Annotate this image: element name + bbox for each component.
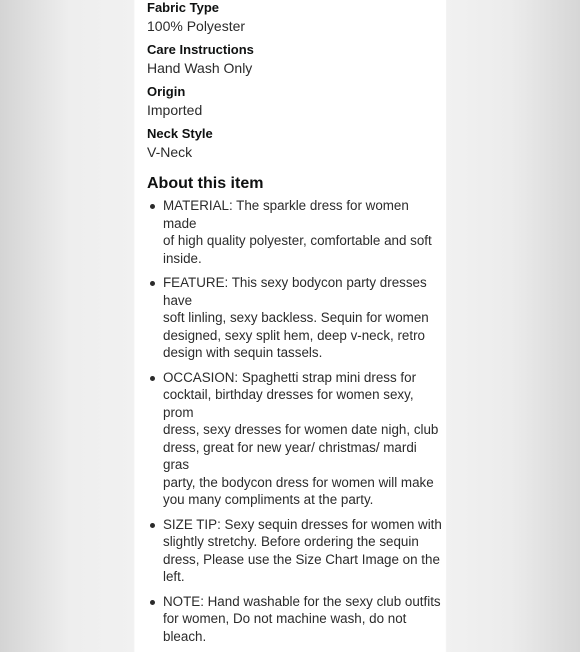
attribute-label: Neck Style	[147, 126, 213, 141]
bullet-size-tip	[147, 516, 445, 586]
bullet-feature	[147, 274, 445, 362]
bullet-note	[147, 593, 445, 646]
attribute-label: Fabric Type	[147, 0, 220, 15]
attribute-value: V-Neck	[147, 144, 193, 160]
bullet-dot-icon	[150, 376, 155, 381]
attribute-label: Origin	[147, 84, 186, 99]
about-heading: About this item	[147, 175, 264, 192]
bullet-dot-icon	[150, 523, 155, 528]
attribute-value: Hand Wash Only	[147, 60, 253, 76]
bullet-text: MATERIAL: The sparkle dress for women made of high quality polyester, comfortable and soft inside.	[163, 198, 432, 266]
bullet-text: OCCASION: Spaghetti strap mini dress for cocktail, birthday dresses for women sexy, prom dress, sexy dresses for women date nigh, club dress, great for new year/ christmas/ mardi gras party, the bodycon dress for women will make you many compliments at the party.	[163, 369, 439, 507]
attribute-care-instructions	[147, 42, 254, 77]
bullet-dot-icon	[150, 281, 155, 286]
attribute-neck-style	[147, 126, 213, 161]
attribute-label: Care Instructions	[147, 42, 254, 57]
product-details-panel	[135, 0, 446, 644]
bullet-occasion	[147, 369, 445, 509]
attribute-value: Imported	[147, 102, 203, 118]
attribute-fabric-type	[147, 0, 245, 35]
attribute-origin	[147, 84, 202, 119]
bullet-text: SIZE TIP: Sexy sequin dresses for women with slightly stretchy. Before ordering the sequin dress, Please use the Size Chart Image on the left.	[163, 516, 442, 584]
bullet-text: NOTE: Hand washable for the sexy club outfits for women, Do not machine wash, do not bleach.	[163, 593, 441, 644]
attribute-value: 100% Polyester	[147, 18, 246, 34]
bullet-text: FEATURE: This sexy bodycon party dresses have soft linling, sexy backless. Sequin for women designed, sexy split hem, deep v-neck, retro design with sequin tassels.	[163, 275, 429, 360]
bullet-material	[147, 197, 445, 267]
bullet-dot-icon	[150, 204, 155, 209]
about-bullet-list	[147, 197, 445, 652]
bullet-dot-icon	[150, 600, 155, 605]
